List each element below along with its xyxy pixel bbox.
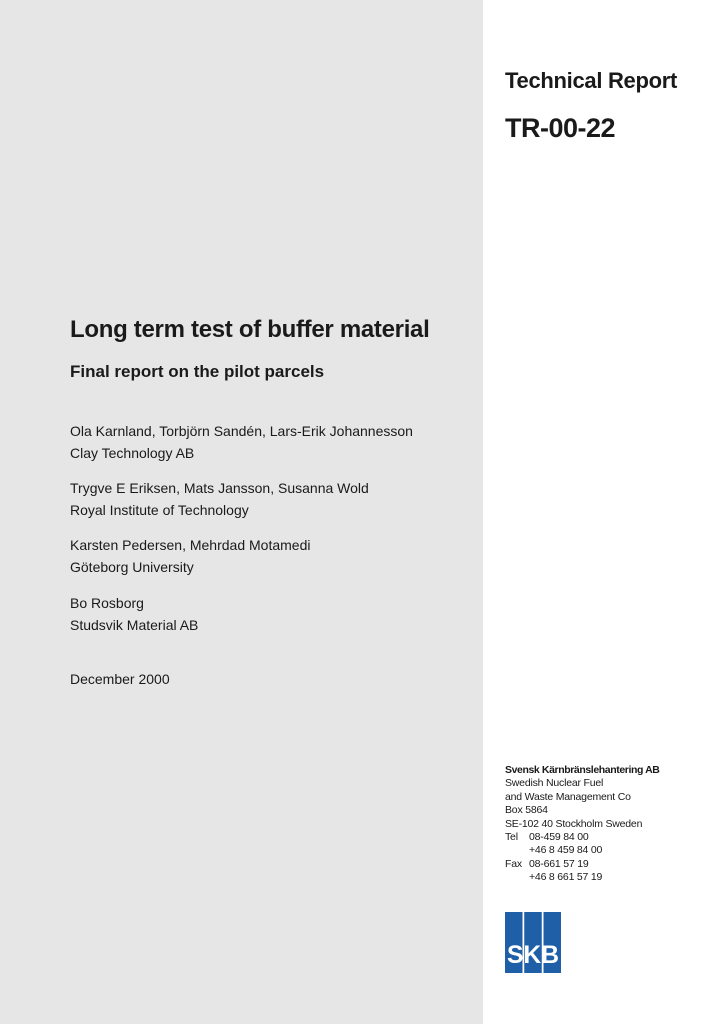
publisher-address: SE-102 40 Stockholm Sweden <box>505 817 643 830</box>
author-names: Ola Karnland, Torbjörn Sandén, Lars-Erik Johannesson <box>70 423 413 439</box>
author-affiliation: Royal Institute of Technology <box>70 502 249 518</box>
fax-row-2 <box>505 871 660 884</box>
skb-logo-text: SKB <box>507 941 559 969</box>
tel-label: Tel <box>505 831 518 844</box>
author-names: Karsten Pedersen, Mehrdad Motamedi <box>70 537 311 553</box>
publication-date: December 2000 <box>70 671 170 687</box>
publisher-line-1: Swedish Nuclear Fuel <box>505 777 604 790</box>
tel-number-domestic: 08-459 84 00 <box>529 831 589 844</box>
publisher-address-block <box>505 764 660 885</box>
author-affiliation: Clay Technology AB <box>70 445 195 461</box>
fax-number-domestic: 08-661 57 19 <box>529 857 589 870</box>
fax-label: Fax <box>505 857 522 870</box>
document-title: Long term test of buffer material <box>70 316 430 343</box>
report-number: TR-00-22 <box>505 113 616 143</box>
author-names: Trygve E Eriksen, Mats Jansson, Susanna Wold <box>70 480 369 496</box>
document-subtitle: Final report on the pilot parcels <box>70 362 325 381</box>
fax-row-1 <box>505 858 660 871</box>
author-names: Bo Rosborg <box>70 595 144 611</box>
tel-number-international: +46 8 459 84 00 <box>529 844 603 857</box>
author-affiliation: Studsvik Material AB <box>70 617 199 633</box>
author-group-1 <box>70 420 413 464</box>
tel-row-2 <box>505 844 660 857</box>
author-group-2 <box>70 477 369 521</box>
fax-number-international: +46 8 661 57 19 <box>529 871 603 884</box>
author-group-3 <box>70 534 310 578</box>
tel-row-1 <box>505 831 660 844</box>
skb-logo <box>505 912 561 973</box>
publisher-name: Svensk Kärnbränslehantering AB <box>505 764 660 776</box>
publisher-box: Box 5864 <box>505 804 548 817</box>
publisher-line-2: and Waste Management Co <box>505 790 631 803</box>
author-affiliation: Göteborg University <box>70 559 194 575</box>
author-group-4 <box>70 592 198 636</box>
report-type: Technical Report <box>505 68 678 93</box>
